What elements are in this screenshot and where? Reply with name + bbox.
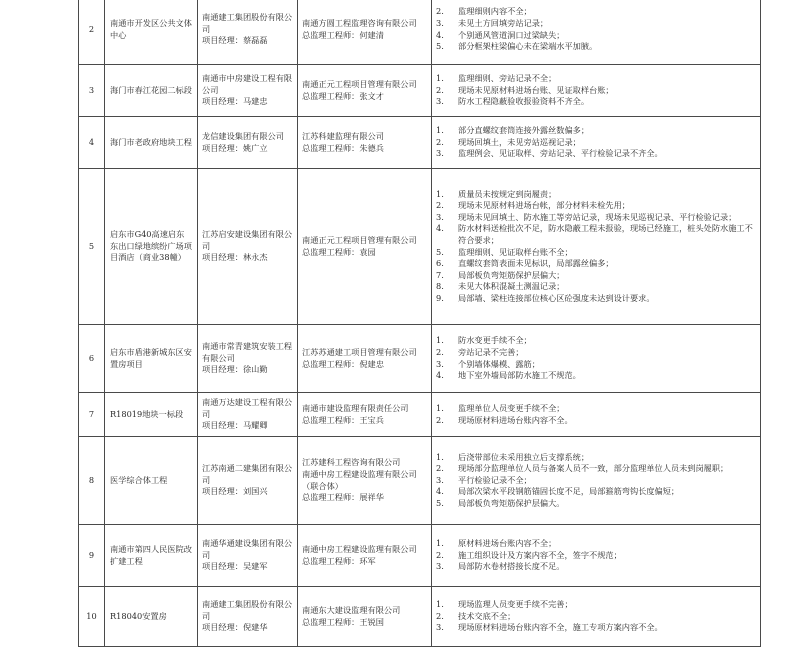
issue-item bbox=[436, 415, 756, 427]
supervisor-cell bbox=[298, 117, 432, 169]
issue-number: 5. bbox=[436, 497, 444, 508]
issue-number: 1. bbox=[436, 73, 444, 84]
issue-item bbox=[436, 403, 756, 415]
project-manager: 项目经理：蔡磊磊 bbox=[202, 35, 268, 46]
issue-item bbox=[436, 475, 756, 487]
row-number: 3 bbox=[79, 65, 105, 117]
supervision-company: 南通方圆工程监理咨询有限公司 bbox=[302, 17, 417, 28]
issue-text: 部分直螺纹套筒连接外露丝数偏多； bbox=[458, 125, 590, 136]
inspection-results-table bbox=[78, 0, 761, 647]
issue-number: 5. bbox=[436, 246, 444, 257]
project-name bbox=[105, 587, 198, 647]
issue-number: 2. bbox=[436, 6, 444, 17]
issue-number: 2. bbox=[436, 84, 444, 95]
issue-item bbox=[436, 200, 756, 212]
table-row bbox=[79, 587, 761, 647]
contractor-cell bbox=[198, 437, 298, 525]
supervisor-cell bbox=[298, 169, 432, 325]
project-name-text: 启东市盾港新城东区安置房项目 bbox=[110, 346, 192, 369]
table-row bbox=[79, 117, 761, 169]
project-manager: 项目经理：吴建军 bbox=[202, 561, 268, 572]
issue-item bbox=[436, 611, 756, 623]
issue-number: 1. bbox=[436, 188, 444, 199]
supervision-company: 南通东大建设监理有限公司 bbox=[302, 604, 401, 615]
issue-number: 3. bbox=[436, 148, 444, 159]
issues-cell bbox=[432, 587, 761, 647]
table-row bbox=[79, 0, 761, 65]
issue-number: 5. bbox=[436, 41, 444, 52]
row-number: 5 bbox=[79, 169, 105, 325]
table-row bbox=[79, 437, 761, 525]
supervisor-cell bbox=[298, 437, 432, 525]
issue-item bbox=[436, 335, 756, 347]
issue-text: 局部墙、梁柱连接部位核心区砼强度未达到设计要求。 bbox=[458, 292, 655, 303]
contractor-cell bbox=[198, 525, 298, 587]
issue-item bbox=[436, 148, 756, 160]
issue-number: 8. bbox=[436, 281, 444, 292]
issue-number: 1. bbox=[436, 402, 444, 413]
contractor-company: 江苏南通二建集团有限公司 bbox=[202, 463, 293, 485]
supervision-company: 南通正元工程项目管理有限公司 bbox=[302, 78, 417, 89]
issue-number: 3. bbox=[436, 561, 444, 572]
issue-item bbox=[436, 599, 756, 611]
issue-number: 7. bbox=[436, 269, 444, 280]
issue-item bbox=[436, 247, 756, 259]
issue-number: 2. bbox=[436, 346, 444, 357]
project-manager: 项目经理：马耀卿 bbox=[202, 420, 268, 431]
issue-text: 现场未见原材料进场台账、见证取样台账； bbox=[458, 84, 614, 95]
row-number: 6 bbox=[79, 325, 105, 393]
issue-text: 防水材料送检批次不足，防水隐蔽工程未报验，现场已经施工，桩头处防水施工不符合要求； bbox=[458, 223, 753, 245]
supervisor-cell bbox=[298, 65, 432, 117]
issue-text: 未见土方回填旁站记录； bbox=[458, 17, 549, 28]
table-row bbox=[79, 525, 761, 587]
issue-item bbox=[436, 370, 756, 382]
issue-text: 现场原材料进场台账内容不全，施工专项方案内容不全。 bbox=[458, 622, 663, 633]
contractor-cell bbox=[198, 325, 298, 393]
supervisor-cell bbox=[298, 587, 432, 647]
issue-item bbox=[436, 137, 756, 149]
issue-number: 4. bbox=[436, 370, 444, 381]
chief-supervisor: 总监理工程师：王锐国 bbox=[302, 616, 384, 627]
row-number: 4 bbox=[79, 117, 105, 169]
supervision-company: 南通中房工程建设监理有限公司（联合体） bbox=[302, 468, 417, 491]
chief-supervisor: 总监理工程师：展祥华 bbox=[302, 492, 384, 503]
supervisor-cell bbox=[298, 525, 432, 587]
project-name bbox=[105, 169, 198, 325]
contractor-company: 江苏启安建设集团有限公司 bbox=[202, 229, 293, 251]
project-manager: 项目经理：刘国兴 bbox=[202, 486, 268, 497]
issue-item bbox=[436, 561, 756, 573]
issue-number: 3. bbox=[436, 622, 444, 633]
project-name-text: 海门市老政府地块工程 bbox=[110, 136, 192, 147]
issue-text: 部分框架柱梁偏心未在梁端水平加腋。 bbox=[458, 41, 598, 52]
issue-item bbox=[436, 41, 756, 53]
project-name-text: 医学综合体工程 bbox=[110, 474, 168, 485]
issue-item bbox=[436, 359, 756, 371]
issue-number: 4. bbox=[436, 486, 444, 497]
chief-supervisor: 总监理工程师：袁园 bbox=[302, 246, 376, 257]
issue-item bbox=[436, 73, 756, 85]
issue-item bbox=[436, 270, 756, 282]
project-name bbox=[105, 65, 198, 117]
supervision-company: 南通市建设监理有限责任公司 bbox=[302, 402, 409, 413]
project-manager: 项目经理：姚广立 bbox=[202, 142, 268, 153]
issue-number: 3. bbox=[436, 211, 444, 222]
row-number: 7 bbox=[79, 393, 105, 437]
supervisor-cell bbox=[298, 0, 432, 65]
contractor-company: 南通市常青建筑安装工程有限公司 bbox=[202, 341, 293, 363]
contractor-cell bbox=[198, 0, 298, 65]
project-name bbox=[105, 117, 198, 169]
project-name-text: 海门市春江花园二标段 bbox=[110, 84, 192, 95]
issue-item bbox=[436, 347, 756, 359]
issues-cell bbox=[432, 169, 761, 325]
supervision-company: 南通中房工程建设监理有限公司 bbox=[302, 543, 417, 554]
issue-text: 局部次梁水平段钢筋锚固长度不足，局部箍筋弯钩长度偏短； bbox=[458, 486, 680, 497]
project-name bbox=[105, 525, 198, 587]
issue-text: 监理例会、见证取样、旁站记录、平行检验记录不齐全。 bbox=[458, 148, 663, 159]
issue-item bbox=[436, 223, 756, 246]
row-number: 8 bbox=[79, 437, 105, 525]
project-name-text: 南通市第四人民医院改扩建工程 bbox=[110, 543, 192, 566]
issue-item bbox=[436, 85, 756, 97]
project-manager: 项目经理：林永杰 bbox=[202, 252, 268, 263]
issues-cell bbox=[432, 0, 761, 65]
issue-text: 平行检验记录不全； bbox=[458, 474, 532, 485]
issue-number: 3. bbox=[436, 96, 444, 107]
table-row bbox=[79, 65, 761, 117]
issue-text: 个别通风管道洞口过梁缺失； bbox=[458, 29, 565, 40]
contractor-company: 南通万达建设工程有限公司 bbox=[202, 397, 293, 419]
issue-text: 质量员未按规定到岗履责； bbox=[458, 188, 557, 199]
chief-supervisor: 总监理工程师：环军 bbox=[302, 555, 376, 566]
row-number: 2 bbox=[79, 0, 105, 65]
row-number: 10 bbox=[79, 587, 105, 647]
project-name bbox=[105, 325, 198, 393]
table-row bbox=[79, 325, 761, 393]
issue-text: 监理细则内容不全； bbox=[458, 6, 532, 17]
issue-text: 防水工程隐蔽验收报验资料不齐全。 bbox=[458, 96, 590, 107]
contractor-cell bbox=[198, 65, 298, 117]
issue-number: 1. bbox=[436, 451, 444, 462]
issue-text: 现场未见回填土、防水施工等旁站记录，现场未见巡视记录、平行检验记录； bbox=[458, 211, 737, 222]
issue-text: 监理细则、见证取样台账不全； bbox=[458, 246, 573, 257]
issue-text: 监理细则、旁站记录不全； bbox=[458, 73, 557, 84]
issue-number: 2. bbox=[436, 463, 444, 474]
contractor-company: 南通华通建设集团有限公司 bbox=[202, 538, 293, 560]
issue-number: 3. bbox=[436, 474, 444, 485]
project-name-text: 启东市G40高速启东东出口绿地缤纷广场项目酒店（商业38幢） bbox=[110, 229, 192, 263]
issue-number: 1. bbox=[436, 335, 444, 346]
chief-supervisor: 总监理工程师：张文才 bbox=[302, 90, 384, 101]
issue-item bbox=[436, 486, 756, 498]
issue-number: 6. bbox=[436, 258, 444, 269]
project-name-text: R18019地块一标段 bbox=[110, 408, 184, 419]
supervision-company: 江苏建科工程咨询有限公司 bbox=[302, 457, 401, 468]
issue-item bbox=[436, 622, 756, 634]
project-manager: 项目经理：马建忠 bbox=[202, 96, 268, 107]
project-manager: 项目经理：徐山勤 bbox=[202, 364, 268, 375]
issues-cell bbox=[432, 325, 761, 393]
issue-item bbox=[436, 30, 756, 42]
issue-item bbox=[436, 550, 756, 562]
issue-text: 局部板负弯矩筋保护层偏大。 bbox=[458, 497, 565, 508]
contractor-cell bbox=[198, 169, 298, 325]
table-row bbox=[79, 393, 761, 437]
issue-text: 现场监理人员变更手续不完善； bbox=[458, 599, 573, 610]
contractor-cell bbox=[198, 117, 298, 169]
inspection-table-page bbox=[78, 0, 760, 647]
supervisor-cell bbox=[298, 325, 432, 393]
issue-number: 2. bbox=[436, 200, 444, 211]
issue-item bbox=[436, 293, 756, 305]
project-name bbox=[105, 393, 198, 437]
issue-text: 地下室外墙局部防水施工不规范。 bbox=[458, 370, 581, 381]
project-name-text: R18040安置房 bbox=[110, 610, 167, 621]
contractor-cell bbox=[198, 587, 298, 647]
issue-text: 现场原材料进场台账内容不全。 bbox=[458, 414, 573, 425]
issue-number: 1. bbox=[436, 599, 444, 610]
project-name bbox=[105, 0, 198, 65]
issue-text: 局部板负弯矩筋保护层偏大； bbox=[458, 269, 565, 280]
issue-number: 2. bbox=[436, 549, 444, 560]
issue-text: 旁站记录不完善； bbox=[458, 346, 524, 357]
issue-number: 3. bbox=[436, 17, 444, 28]
project-name bbox=[105, 437, 198, 525]
issues-cell bbox=[432, 525, 761, 587]
issue-number: 2. bbox=[436, 610, 444, 621]
contractor-company: 南通建工集团股份有限公司 bbox=[202, 12, 293, 34]
row-number: 9 bbox=[79, 525, 105, 587]
issue-text: 后浇带部位未采用独立后支撑系统； bbox=[458, 451, 590, 462]
contractor-company: 南通市中房建设工程有限公司 bbox=[202, 73, 293, 95]
issue-number: 2. bbox=[436, 136, 444, 147]
supervision-company: 江苏苏通建工项目管理有限公司 bbox=[302, 346, 417, 357]
issue-number: 1. bbox=[436, 125, 444, 136]
issue-item bbox=[436, 538, 756, 550]
issue-number: 4. bbox=[436, 223, 444, 234]
issue-text: 未见大体积混凝土测温记录； bbox=[458, 281, 565, 292]
issue-text: 个别墙体爆模、露筋； bbox=[458, 358, 540, 369]
issue-item bbox=[436, 18, 756, 30]
project-name-text: 南通市开发区公共文体中心 bbox=[110, 17, 192, 40]
issues-cell bbox=[432, 393, 761, 437]
contractor-company: 龙信建设集团有限公司 bbox=[202, 130, 284, 141]
contractor-company: 南通建工集团股份有限公司 bbox=[202, 599, 293, 621]
supervisor-cell bbox=[298, 393, 432, 437]
issue-text: 技术交底不全； bbox=[458, 610, 516, 621]
supervision-company: 江苏科建监理有限公司 bbox=[302, 130, 384, 141]
issue-item bbox=[436, 281, 756, 293]
chief-supervisor: 总监理工程师：王宝兵 bbox=[302, 414, 384, 425]
issue-number: 4. bbox=[436, 29, 444, 40]
issue-item bbox=[436, 463, 756, 475]
supervision-company: 南通正元工程项目管理有限公司 bbox=[302, 234, 417, 245]
issue-item bbox=[436, 212, 756, 224]
issues-cell bbox=[432, 65, 761, 117]
issues-cell bbox=[432, 437, 761, 525]
issue-text: 防水变更手续不全； bbox=[458, 335, 532, 346]
chief-supervisor: 总监理工程师：倪建忠 bbox=[302, 358, 384, 369]
chief-supervisor: 总监理工程师：何建清 bbox=[302, 29, 384, 40]
issue-text: 局部防水卷材搭接长度不足。 bbox=[458, 561, 565, 572]
issues-cell bbox=[432, 117, 761, 169]
contractor-cell bbox=[198, 393, 298, 437]
issue-text: 监理单位人员变更手续不全； bbox=[458, 402, 565, 413]
table-body bbox=[79, 0, 761, 647]
table-row bbox=[79, 169, 761, 325]
issue-text: 原材料进场台账内容不全； bbox=[458, 538, 557, 549]
chief-supervisor: 总监理工程师：朱德兵 bbox=[302, 142, 384, 153]
issue-item bbox=[436, 498, 756, 510]
issue-item bbox=[436, 258, 756, 270]
issue-item bbox=[436, 189, 756, 201]
issue-text: 现场回填土，未见旁站巡视记录； bbox=[458, 136, 581, 147]
issue-text: 现场未见原材料进场台帐，部分材料未检先用； bbox=[458, 200, 630, 211]
issue-text: 直螺纹套筒表面未见标识，局部露丝偏多； bbox=[458, 258, 614, 269]
issue-item bbox=[436, 96, 756, 108]
issue-number: 2. bbox=[436, 414, 444, 425]
project-manager: 项目经理：倪建华 bbox=[202, 622, 268, 633]
issue-item bbox=[436, 125, 756, 137]
issue-number: 9. bbox=[436, 292, 444, 303]
issue-text: 现场部分监理单位人员与备案人员不一致，部分监理单位人员未到岗履职； bbox=[458, 463, 729, 474]
issue-item bbox=[436, 6, 756, 18]
issue-item bbox=[436, 452, 756, 464]
issue-number: 1. bbox=[436, 538, 444, 549]
issue-number: 3. bbox=[436, 358, 444, 369]
issue-text: 施工组织设计及方案内容不全，签字不规范； bbox=[458, 549, 622, 560]
